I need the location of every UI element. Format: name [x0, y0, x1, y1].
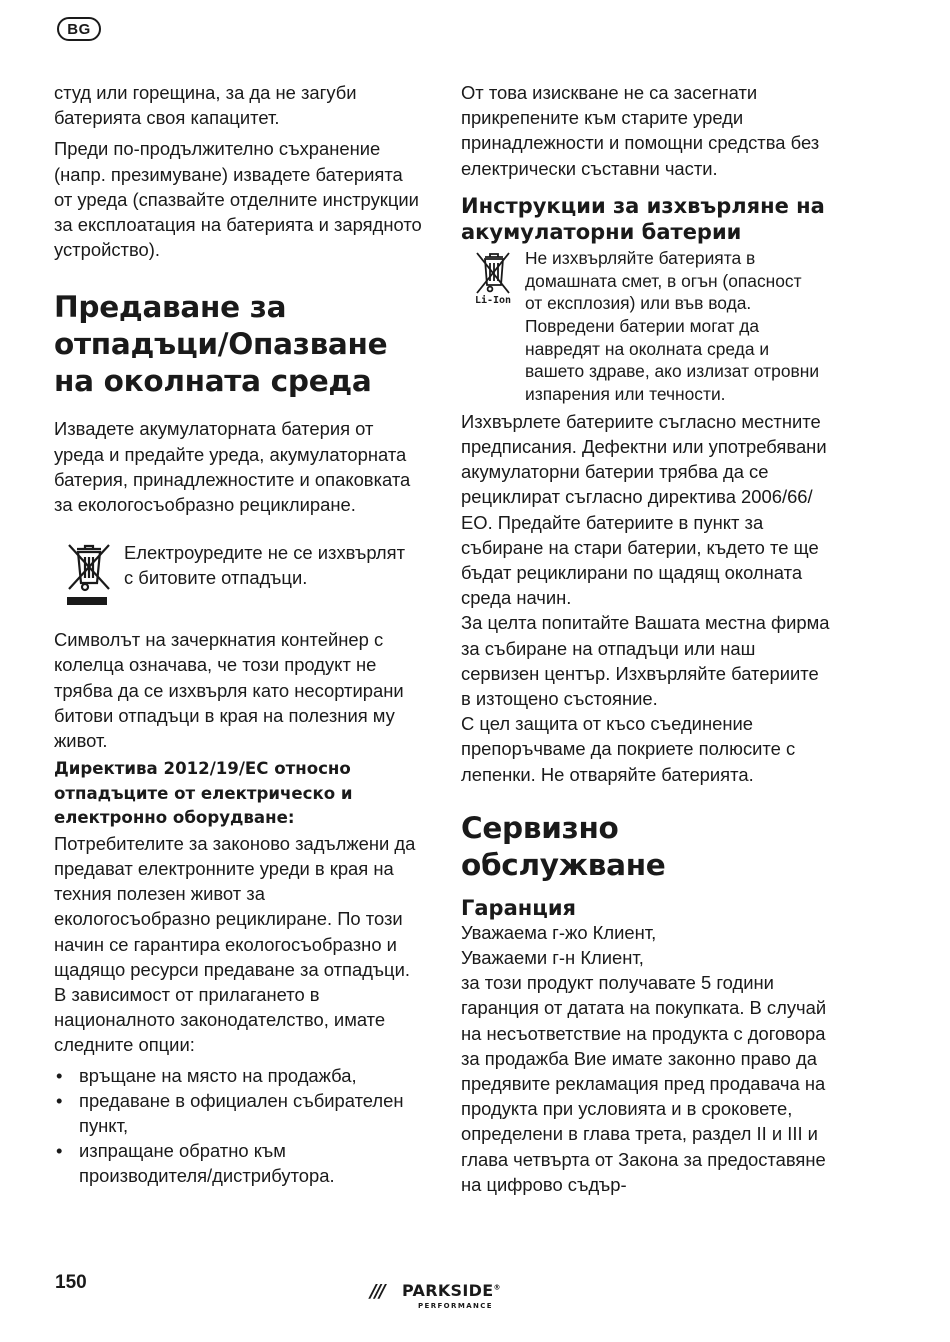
winter-storage-text: Преди по-продължително съхранение (напр. презимуване) извадете батерията от уреда (спазвайте отделните инструкции за експлоатация на батерията и зарядното устройство).	[54, 138, 422, 261]
battery-disposal-heading: Инструкции за изхвърляне на акумулаторни батерии	[461, 193, 825, 244]
language-badge: BG	[57, 17, 101, 41]
battery-short-circuit-text: С цел защита от късо съединение препоръчваме да покриете полюсите с лепенки. Не отваряйте батерията.	[461, 713, 796, 785]
list-item: • връщане на място на продажба,	[54, 1063, 424, 1088]
disposal-heading: Предаване за отпадъци/Опазване на околната среда	[54, 290, 388, 399]
logo-slashes: ///	[370, 1281, 384, 1302]
li-ion-bin-icon	[461, 249, 525, 306]
weee-note: Електроуредите не се изхвърлят с битовите отпадъци.	[124, 542, 406, 589]
logo-brand: PARKSIDE®	[402, 1281, 501, 1300]
weee-symbol-text: Символът на зачеркнатия контейнер с колелца означава, че този продукт не трябва да се изхвърля като несортирани битови отпадъци в края на полезния му живот.	[54, 629, 404, 752]
directive-heading: Директива 2012/19/ЕС относно отпадъците от електрическо и електронно оборудване:	[54, 759, 353, 828]
service-heading: Сервизно обслужване	[461, 810, 666, 882]
disposal-options-list	[54, 1063, 424, 1189]
disposal-text: Извадете акумулаторната батерия от уреда и предайте уреда, акумулаторната батерия, принадлежностите и опаковката за екологосъобразно рециклиране.	[54, 418, 411, 516]
battery-warning-text: Не изхвърляйте батерията в домашната смет, в огън (опасност от експлозия) или във вода. Повредени батерии могат да навредят на околната среда и вашето здраве, ако излизат отровни изпарения или течности.	[525, 247, 820, 405]
directive-text: Потребителите за законово задължени да предават електронните уреди в края на техния полезен живот за екологосъобразно рециклиране. По този начин се гарантира екологосъобразно и щадящо ресурси предаване за отпадъци. В зависимост от прилагането в националното законодателство, имате следните опции:	[54, 832, 416, 1056]
greeting-female: Уважаема г-жо Клиент,	[461, 921, 657, 943]
greeting-male: Уважаеми г-н Клиент,	[461, 946, 644, 968]
left-column	[54, 80, 424, 1189]
storage-text: студ или горещина, за да не загуби батерията своя капацитет.	[54, 82, 357, 129]
right-column	[461, 80, 831, 1197]
warranty-heading: Гаранция	[461, 895, 577, 920]
battery-regulations-text: Изхвърлете батериите съгласно местните предписания. Дефектни или употребявани акумулаторни батерии трябва да се рециклират съгласно директива 2006/66/ЕО. Предайте батериите в пункт за събиране на стари батерии, където те ще бъдат рециклирани по щадящ околната среда начин.	[461, 410, 827, 609]
crossed-bin-icon	[54, 543, 124, 607]
weee-notice	[54, 543, 424, 607]
page-number: 150	[55, 1272, 87, 1293]
battery-warning-block	[461, 249, 831, 406]
li-ion-label: Li-Ion	[474, 294, 512, 306]
list-item: • изпращане обратно към производителя/дистрибутора.	[54, 1138, 424, 1188]
warranty-text: за този продукт получавате 5 години гаранция от датата на покупката. В случай на несъответствие на продукта с договора за продажба Вие имате законно право да предявите рекламация пред продавача на продукта при условията и в сроковете, определени в глава трета, раздел II и III и глава четвърта от Закона за предоставяне на цифрово съдър-	[461, 972, 827, 1195]
list-item: • предаване в официален събирателен пункт,	[54, 1088, 424, 1138]
parkside-logo	[370, 1281, 530, 1315]
logo-subtitle: PERFORMANCE	[418, 1302, 493, 1310]
accessories-text: От това изискване не са засегнати прикрепените към старите уреди принадлежности и помощни средства без електрически съставни части.	[461, 82, 820, 179]
battery-collection-text: За целта попитайте Вашата местна фирма за събиране на отпадъци или наш сервизен център. Изхвърляйте батериите в изтощено състояние.	[461, 612, 830, 709]
